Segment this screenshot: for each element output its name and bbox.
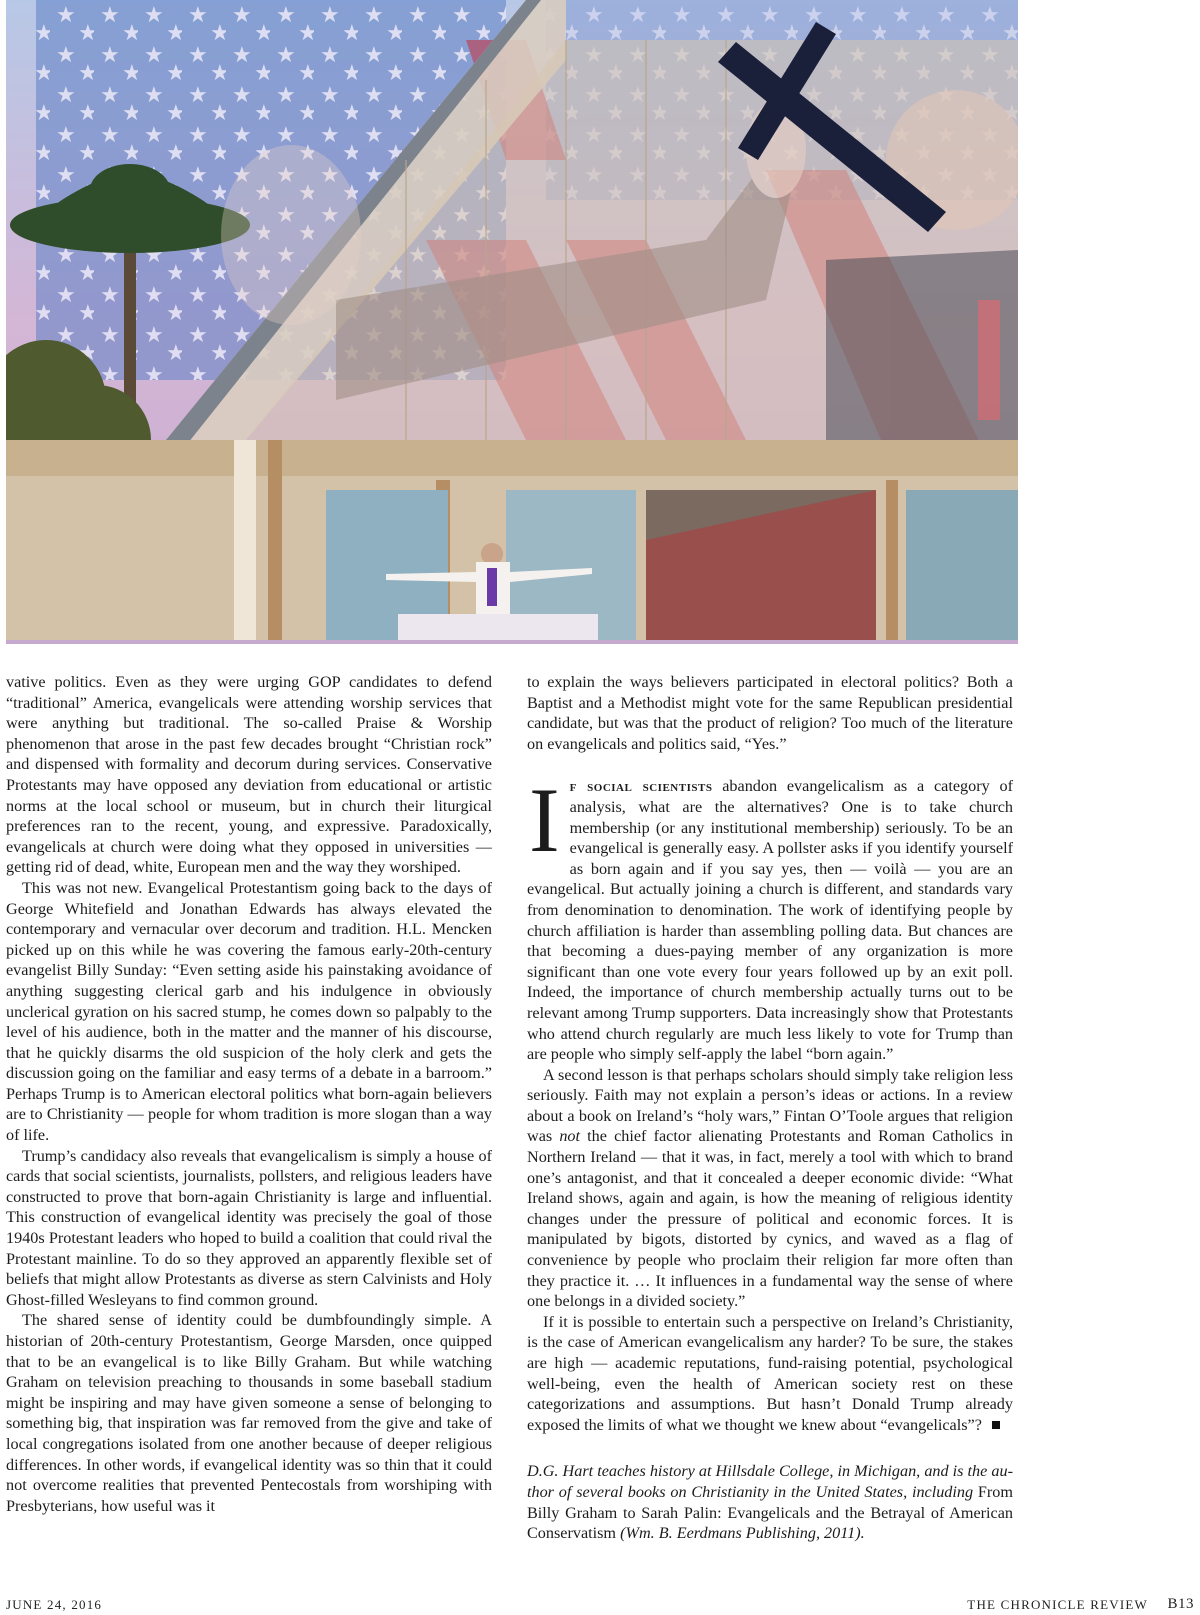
article-paragraph: Trump’s candidacy also reveals that evangelicalism is simply a house of cards that social scientists, journalists, pollsters, and religious leaders have constructed to prove that born-again Christianity is large and influential. This construction of evangelical identity was precisely the goal of those 1940s Protestant leaders who hoped to build a coalition that could rival the Protestant mainline. To do so they approved an apparently flexible set of beliefs that might allow Protestants as diverse as stern Calvinists and Holy Ghost-filled Wesleyans to find common ground. — [6, 1146, 492, 1309]
dropcap-letter: I — [529, 769, 560, 872]
issue-date: JUNE 24, 2016 — [6, 1597, 103, 1612]
paragraph-text: abandon evangelicalism as a category of analysis, what are the alternatives? One is to take church membership (or any institutional membership) seriously. To be an evangelical is generally easy. A pollster asks if you identify yourself as born again and if you say yes, then — voilà — you are an evangelical. But actually joining a church is different, and standards vary from denomination to denomination. The work of identifying people by church affiliation is harder than assembling polling data. But chances are that becoming a dues-paying member of any organization is more significant than one vote every four years followed up by an exit poll. Indeed, the importance of church membership actually turns out to be relevant among Trump supporters. Data increasingly show that Protestants who attend church regularly are much less likely to vote for Trump than are people who simply self-apply the label “born again.” — [527, 777, 1013, 1064]
article-paragraph: vative politics. Even as they were urging GOP candidates to defend “traditional” America, evangelicals were attending worship services that were anything but traditional. The so-called Praise & Worship phenomenon that arose in the past few decades brought “Christian rock” and dispensed with formality and decorum during services. Conservative Protestants may have opposed any deviation from educational or artistic norms at the local school or museum, but in church their liturgical preferences ran to the recent, young, and expressive. Paradoxically, evangelicals at church were doing what they opposed in universities — getting rid of dead, white, European men and the way they worshiped. — [6, 673, 492, 877]
article-paragraph: This was not new. Evangelical Protestantism going back to the days of George Whitefield and Jonathan Edwards has always elevated the contemporary and vernacular over decorum and tradition. H.L. Mencken picked up on this while he was covering the famous early-20th-century evangelist Billy Sunday: “Even setting aside his painstaking avoidance of anything suggesting clerical garb and his indulgence in obviously unclerical gyration on his sacred stump, he comes down so palpably to the level of his audience, both in the matter and the manner of his discourse, that he quickly disarms the old suspicion of the holy clerk and gets the discussion going on the familiar and easy terms of a debate in a barroom.” Perhaps Trump is to American electoral politics what born-again believers are to Christianity — people for whom tradition is more slogan than a way of life. — [6, 878, 492, 1145]
author-bio: D.G. Hart teaches history at Hillsdale College, in Michigan, and is the author of several books on Christianity in the United States, including From Billy Graham to Sarah Palin: Evangelicals and the Betrayal of American Conservatism (Wm. B. Eerdmans Publishing, 2011). — [527, 1462, 1013, 1543]
article-paragraph: to explain the ways believers participated in electoral politics? Both a Baptist and a Methodist might vote for the same Republican presidential candidate, but was that the product of religion? Too much of the literature on evangelicals and politics said, “Yes.” — [527, 673, 1013, 753]
publication-name: THE CHRONICLE REVIEW — [967, 1597, 1148, 1612]
end-mark-icon — [992, 1421, 1000, 1429]
page-footer — [6, 1597, 1194, 1615]
hero-photo — [6, 0, 1018, 644]
page-number: B13 — [1167, 1596, 1194, 1612]
article-paragraph: A second lesson is that perhaps scholars should simply take religion less seriously. Faith may not explain a person’s ideas or actions. In a review about a book on Ireland’s “holy wars,” Fintan O’Toole argues that religion was not the chief factor alienating Protestants and Roman Catholics in Northern Ireland — that it was, in fact, merely a tool with which to brand one’s antagonist, and that it concealed a deeper economic divide: “What Ireland shows, again and again, is how the meaning of religious identity changes under the pressure of political and economic forces. It is manipulated by bigots, distorted by cynics, and waved as a flag of convenience by people who proclaim their religion far more often than they practice it. … It influences in a fundamental way the sense of where one belongs in a divided society.” — [527, 1065, 1013, 1311]
article-paragraph: If it is possible to entertain such a perspective on Ireland’s Christianity, is the case of American evangelicalism any harder? To be sure, the stakes are high — academic reputations, fund-raising potential, psychological well-being, even the health of American society rest on these categorizations and assumptions. But hasn’t Donald Trump already exposed the limits of what we thought we knew about “evangelicals”? — [527, 1312, 1013, 1434]
book-title: From Billy Graham to Sarah Palin: Evangelicals and the Betrayal of American Conservatism — [527, 1482, 1013, 1543]
photo-composite — [6, 0, 1018, 644]
right-column — [527, 672, 1013, 1544]
lead-in: f social scientists — [569, 777, 713, 796]
article-paragraph: The shared sense of identity could be dumbfoundingly simple. A historian of 20th-century Protestantism, George Marsden, once quipped that to be an evangelical is to like Billy Graham. But while watching Graham on television preaching to thousands in some baseball stadium might be inspiring and may have given someone a sense of belonging to something big, that inspiration was far removed from the give and take of local congregations isolated from one another because of deeper religious differences. In other words, if evangelical identity was so thin that it could not overcome realities that prevented Pentecostals from worshiping with Presbyterians, how useful was it — [6, 1311, 492, 1515]
dropcap-paragraph — [527, 769, 1013, 1064]
emphasis: not — [559, 1127, 581, 1146]
section-break — [527, 754, 1013, 776]
left-column — [6, 672, 492, 1516]
